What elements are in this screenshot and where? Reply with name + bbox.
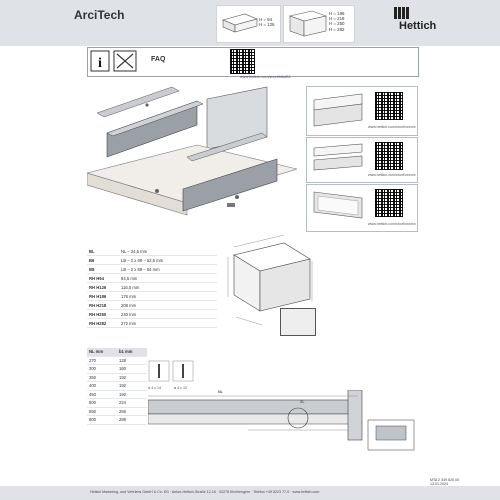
faq-qr-code [229, 48, 256, 75]
table-row: 500 224 [87, 399, 147, 408]
table-row: B6 LB – 2 x 69 – 52,5 mm [87, 256, 217, 265]
spec-h218: H = 218 [329, 16, 345, 22]
faq-url[interactable]: www.hettich.com/short/b6df84 [240, 75, 291, 79]
assembly-drawing [87, 85, 297, 235]
table-row: RH H250 240 mm [87, 310, 217, 319]
spec-h126: H = 126 [259, 22, 275, 28]
spec-h282: H = 282 [329, 26, 345, 32]
spec-h186: H = 186 [329, 11, 345, 16]
table-row: 350 192 [87, 374, 147, 383]
table-row: RH H94 84,5 mm [87, 274, 217, 283]
table-row: 600 288 [87, 416, 147, 425]
side-url-1[interactable]: www.hettich.com/short/xxxxxx [368, 125, 416, 129]
drawer-front-flat [310, 92, 368, 128]
faq-label: FAQ [151, 56, 166, 63]
drawer-front-design [310, 188, 370, 226]
spec-box-left [216, 5, 281, 43]
detail-inset [280, 308, 316, 336]
spec-h94: H = 94 [259, 17, 273, 22]
table-row: 300 160 [87, 365, 147, 374]
table-row: BL NL – 24,5 mm [87, 247, 217, 256]
length-table [87, 348, 147, 425]
table-row: B8 LB – 2 x 69 – 64 mm [87, 265, 217, 274]
side-url-2[interactable]: www.hettich.com/short/xxxxxx [368, 173, 416, 177]
spec-box-right [283, 5, 355, 43]
table-row: RH H282 272 mm [87, 319, 217, 328]
page-title: ArciTech [74, 8, 125, 22]
hettich-logo-icon [392, 6, 414, 20]
screw-icons [148, 360, 196, 388]
qr-code-1 [374, 91, 404, 121]
nl-label: NL [218, 390, 223, 394]
svg-text:i: i [98, 56, 102, 71]
qr-code-3 [374, 188, 404, 218]
side-url-3[interactable]: www.hettich.com/short/xxxxxx [368, 222, 416, 226]
brand-logo: Hettich [399, 20, 437, 32]
screw-label-b: ø 4 x 15 [174, 386, 187, 390]
info-tools-icons [88, 48, 146, 74]
footer-text: Hettich Marketing- und Vertriebs GmbH & Co. KG · Anton-Hettich-Straße 12-16 · 32278 Kirchlengern · Telefon +49 5223 77-0 · www.hettich.com [90, 490, 320, 494]
table-header-row: NL mm b1 mm [87, 348, 147, 357]
spec-h250: H = 250 [329, 21, 345, 27]
table-row: 450 192 [87, 391, 147, 400]
screw-label-a: ø 4 x 14 [148, 386, 161, 390]
table-row: RH H218 208 mm [87, 301, 217, 310]
table-row: RH H126 116,5 mm [87, 283, 217, 292]
xl-label: XL [300, 400, 305, 404]
drawer-front-gallery [310, 142, 368, 176]
dimensions-table [87, 247, 217, 328]
document-number: MTA 2 349 620 00 13.01.2024 [430, 478, 460, 486]
table-row: 270 128 [87, 357, 147, 366]
table-row: 550 256 [87, 408, 147, 417]
table-row: 400 192 [87, 382, 147, 391]
side-section-drawing [148, 390, 418, 470]
table-row: RH H186 176 mm [87, 292, 217, 301]
qr-code-2 [374, 141, 404, 171]
